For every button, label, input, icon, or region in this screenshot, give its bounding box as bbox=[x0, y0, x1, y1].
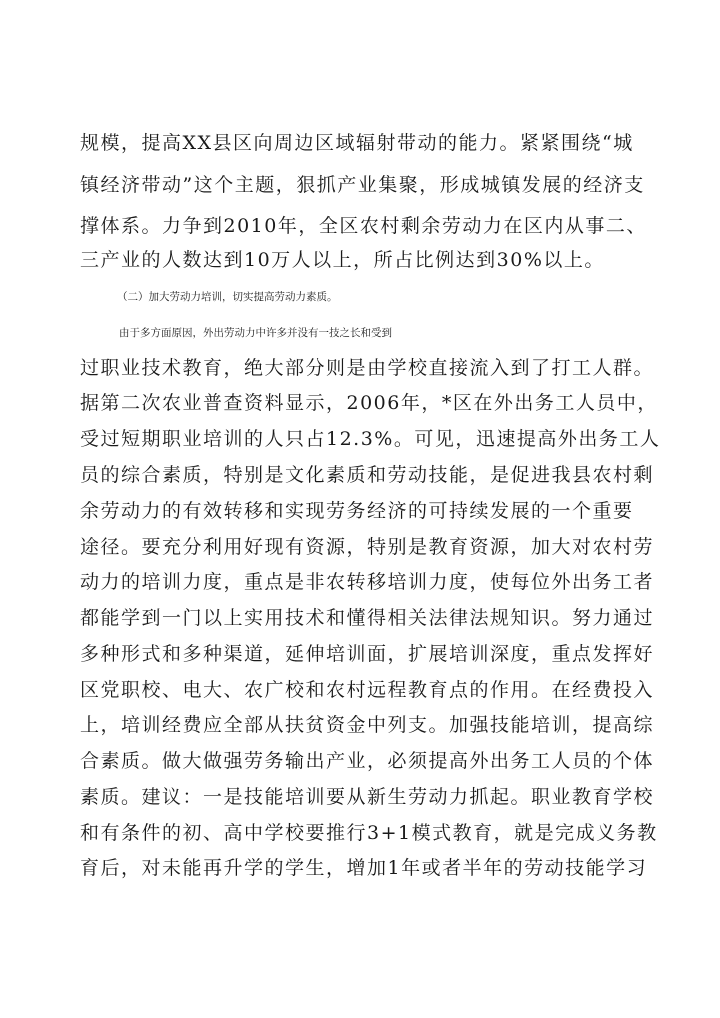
section-heading: （二）加大劳动力培训，切实提高劳动力素质。 bbox=[117, 291, 338, 303]
text-line-19: 素质。建议：一是技能培训要从新生劳动力抓起。职业教育学校 bbox=[80, 786, 655, 808]
text-line-3: 撑体系。力争到2010年，全区农村剩余劳动力在区内从事二、 bbox=[80, 215, 647, 237]
text-line-4: 三产业的人数达到10万人以上，所占比例达到30%以上。 bbox=[80, 249, 605, 271]
text-line-11: 余劳动力的有效转移和实现劳务经济的可持续发展的一个重要 bbox=[80, 500, 634, 522]
text-line-7: 过职业技术教育，绝大部分则是由学校直接流入到了打工人群。 bbox=[80, 357, 655, 379]
text-line-1: 规模，提高XX县区向周边区域辐射带动的能力。紧紧围绕“城 bbox=[80, 132, 634, 154]
text-line-20: 和有条件的初、高中学校要推行3+1模式教育，就是完成义务教 bbox=[80, 822, 658, 844]
text-line-10: 员的综合素质，特别是文化素质和劳动技能，是促进我县农村剩 bbox=[80, 464, 655, 486]
text-line-18: 合素质。做大做强劳务输出产业，必须提高外出务工人员的个体 bbox=[80, 750, 655, 772]
text-line-16: 区党职校、电大、农广校和农村远程教育点的作用。在经费投入 bbox=[80, 679, 655, 701]
text-line-15: 多种形式和多种渠道，延伸培训面，扩展培训深度，重点发挥好 bbox=[80, 643, 655, 665]
text-line-12: 途径。要充分利用好现有资源，特别是教育资源，加大对农村劳 bbox=[80, 536, 655, 558]
text-line-8: 据第二次农业普查资料显示，2006年，*区在外出务工人员中， bbox=[80, 392, 658, 414]
text-line-13: 动力的培训力度，重点是非农转移培训力度，使每位外出务工者 bbox=[80, 571, 655, 593]
text-line-6: 由于多方面原因，外出劳动力中许多并没有一技之长和受到 bbox=[119, 327, 392, 339]
text-line-14: 都能学到一门以上实用技术和懂得相关法律法规知识。努力通过 bbox=[80, 607, 655, 629]
text-line-9: 受过短期职业培训的人只占12.3%。可见，迅速提高外出务工人 bbox=[80, 428, 661, 450]
text-line-2: 镇经济带动”这个主题，狠抓产业集聚，形成城镇发展的经济支 bbox=[80, 174, 645, 196]
text-line-21: 育后，对未能再升学的学生，增加1年或者半年的劳动技能学习 bbox=[80, 857, 648, 879]
text-line-17: 上，培训经费应全部从扶贫资金中列支。加强技能培训，提高综 bbox=[80, 714, 655, 736]
